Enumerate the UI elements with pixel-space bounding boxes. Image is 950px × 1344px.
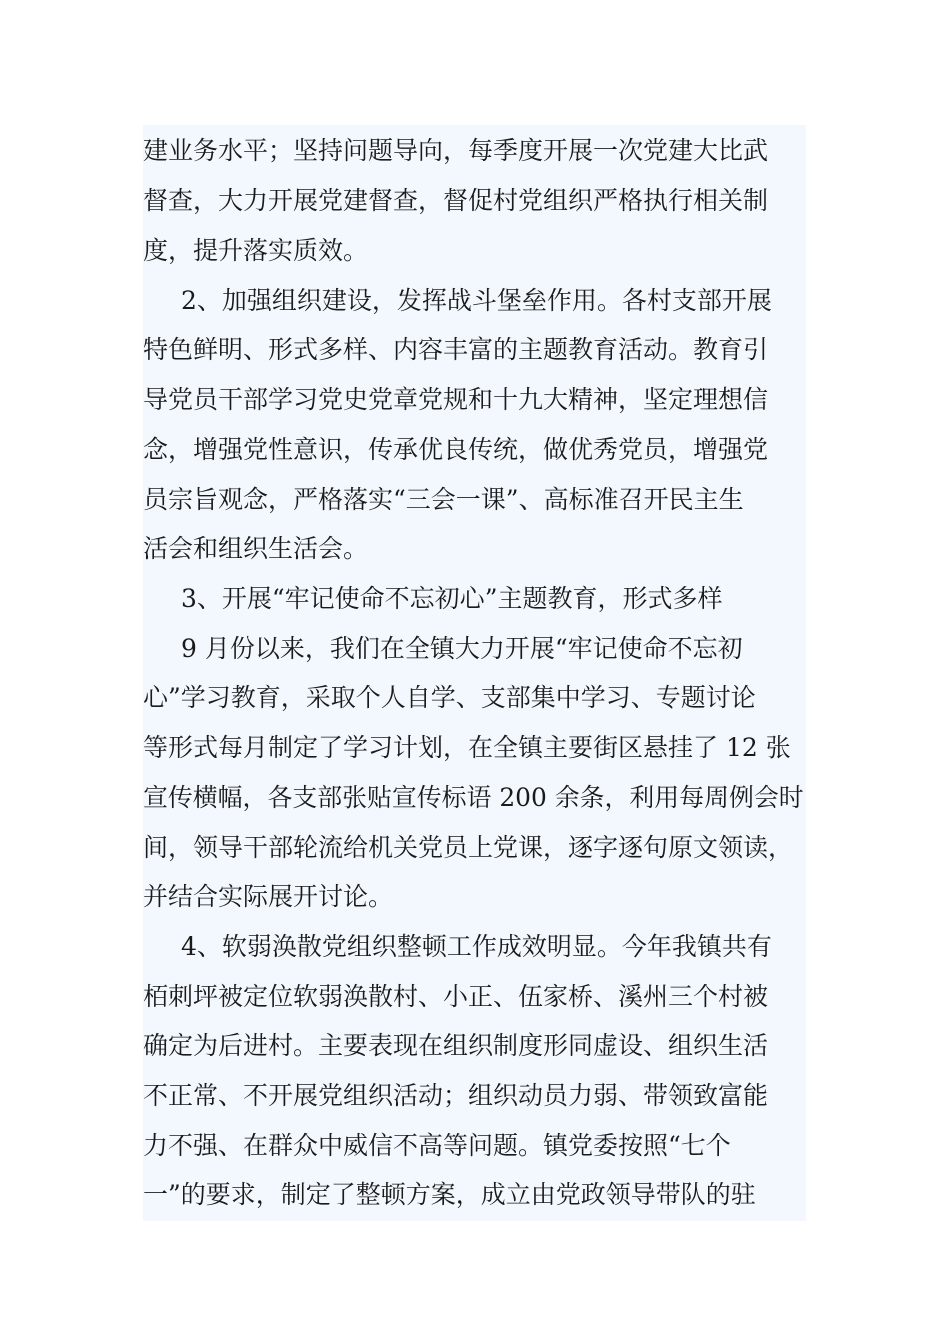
paragraph-start-line: 4、软弱涣散党组织整顿工作成效明显。今年我镇共有 xyxy=(181,932,772,961)
text-line: 建业务水平；坚持问题导向，每季度开展一次党建大比武 xyxy=(143,136,769,165)
document-page xyxy=(143,125,806,1221)
text-line: 心”学习教育，采取个人自学、支部集中学习、专题讨论 xyxy=(143,683,756,712)
text-line: 一”的要求，制定了整顿方案，成立由党政领导带队的驻 xyxy=(143,1180,756,1209)
text-line: 活会和组织生活会。 xyxy=(143,534,369,563)
text-line: 宣传横幅，各支部张贴宣传标语 200 余条，利用每周例会时 xyxy=(143,783,804,812)
text-line: 力不强、在群众中威信不高等问题。镇党委按照“七个 xyxy=(143,1131,731,1160)
text-line: 确定为后进村。主要表现在组织制度形同虚设、组织生活 xyxy=(143,1031,769,1060)
text-line: 导党员干部学习党史党章党规和十九大精神，坚定理想信 xyxy=(143,385,769,414)
text-line: 员宗旨观念，严格落实“三会一课”、高标准召开民主生 xyxy=(143,485,744,514)
text-line: 度，提升落实质效。 xyxy=(143,236,369,265)
paragraph-start-line: 2、加强组织建设，发挥战斗堡垒作用。各村支部开展 xyxy=(181,286,772,315)
text-line: 督查，大力开展党建督查，督促村党组织严格执行相关制 xyxy=(143,186,769,215)
paragraph-start-line: 3、开展“牢记使命不忘初心”主题教育，形式多样 xyxy=(181,584,723,613)
paragraph-start-line: 9 月份以来，我们在全镇大力开展“牢记使命不忘初 xyxy=(181,634,743,663)
text-line: 并结合实际展开讨论。 xyxy=(143,882,394,911)
text-line: 不正常、不开展党组织活动；组织动员力弱、带领致富能 xyxy=(143,1081,769,1110)
text-line: 间，领导干部轮流给机关党员上党课，逐字逐句原文领读， xyxy=(143,833,794,862)
text-line: 特色鲜明、形式多样、内容丰富的主题教育活动。教育引 xyxy=(143,335,769,364)
text-line: 栢刺坪被定位软弱涣散村、小正、伍家桥、溪州三个村被 xyxy=(143,982,769,1011)
text-line: 念，增强党性意识，传承优良传统，做优秀党员，增强党 xyxy=(143,435,769,464)
text-line: 等形式每月制定了学习计划，在全镇主要街区悬挂了 12 张 xyxy=(143,733,791,762)
